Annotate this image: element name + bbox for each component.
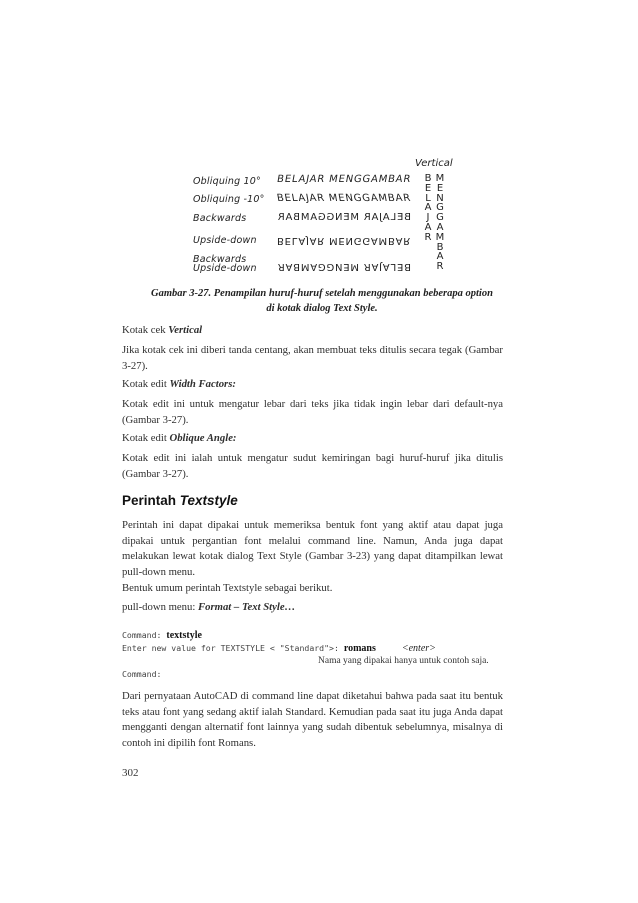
- vertical-letter: A: [424, 202, 432, 214]
- oblique-section-body: Kotak edit ini ialah untuk mengatur sudut kemiringan bagi huruf-huruf jika ditulis (Gambar 3-27).: [122, 452, 503, 480]
- vertical-section-title: Kotak cek Vertical: [122, 324, 203, 336]
- figure-sample-backwards-upside-down: BELAJAR MENGGAMBAR: [277, 261, 412, 272]
- intro-paragraph: Perintah ini dapat dipakai untuk memeriksa bentuk font yang aktif atau dapat juga dipakai untuk pergantian font melalui command line. Namun, Anda juga dapat melakukan lewat kotak dialog Text Style (Gambar 3-23) yang dapat ditampilkan lewat pull-down menu.: [122, 519, 503, 578]
- command-input-textstyle: textstyle: [166, 630, 202, 641]
- figure-sample-obliquing-minus10: BELAJAR MENGGAMBAR: [276, 193, 412, 204]
- vertical-section-body: Jika kotak cek ini diberi tanda centang, akan membuat teks ditulis secara tegak (Gambar 3-27).: [122, 344, 503, 372]
- command-line-1: Command: textstyle: [122, 630, 202, 641]
- vertical-letter: B: [436, 241, 444, 253]
- vertical-letter: E: [424, 182, 432, 194]
- figure-sample-backwards: BELAJAR MENGGAMBAR: [277, 212, 412, 223]
- figure-caption: [122, 286, 522, 316]
- vertical-letter: B: [424, 173, 432, 184]
- vertical-letter: R: [424, 231, 432, 243]
- vertical-letter: N: [436, 192, 444, 204]
- figure-text-styles: [185, 155, 465, 280]
- figure-label-obliquing-10: Obliquing 10°: [193, 176, 261, 187]
- vertical-letter: M: [435, 231, 445, 243]
- vertical-letter: L: [425, 192, 431, 204]
- heading-command-name: Textstyle: [179, 493, 238, 508]
- vertical-letter: G: [436, 212, 444, 224]
- figure-caption-line-2: di kotak dialog Text Style.: [266, 303, 378, 314]
- section-heading: Perintah Textstyle: [122, 493, 238, 508]
- figure-label-backwards: Backwards: [193, 213, 247, 224]
- figure-vertical-column-1: [423, 174, 433, 243]
- menu-path: Format – Text Style…: [198, 601, 296, 613]
- figure-vertical-label: Vertical: [415, 158, 453, 169]
- vertical-letter: M: [435, 173, 445, 184]
- oblique-term: Oblique Angle:: [169, 432, 237, 444]
- figure-label-upside-down: Upside-down: [193, 235, 257, 246]
- page-number: 302: [122, 767, 139, 779]
- vertical-term: Vertical: [168, 324, 203, 336]
- command-input-romans: romans: [343, 643, 376, 654]
- vertical-letter: G: [436, 202, 444, 214]
- command-line-2: Enter new value for TEXTSTYLE < "Standard">: romans <enter>: [122, 643, 436, 654]
- closing-paragraph: Dari pernyataan AutoCAD di command line dapat diketahui bahwa pada saat itu bentuk teks atau font yang sedang aktif ialah Standard. Kemudian pada saat itu juga Anda dapat mengganti dengan alternatif font lainnya yang sudah dibentuk sebelumnya, misalnya di contoh ini dipilih font Romans.: [122, 690, 503, 749]
- figure-label-obliquing-minus10: Obliquing -10°: [193, 194, 265, 205]
- command-line-3: Command:: [122, 669, 162, 679]
- command-note: Nama yang dipakai hanya untuk contoh saja.: [318, 656, 489, 666]
- width-section-title: Kotak edit Width Factors:: [122, 378, 236, 390]
- vertical-letter: A: [424, 221, 432, 233]
- figure-label-upside-down-combo: Upside-down: [193, 263, 257, 274]
- general-form-text: Bentuk umum perintah Textstyle sebagai berikut.: [122, 582, 333, 594]
- figure-vertical-column-2: [435, 174, 445, 272]
- vertical-letter: A: [436, 221, 444, 233]
- width-term: Width Factors:: [169, 378, 236, 390]
- figure-sample-obliquing-10: BELAJAR MENGGAMBAR: [276, 174, 412, 185]
- vertical-letter: R: [436, 261, 444, 273]
- figure-sample-upside-down: BELAJAR MENGGAMBAR: [277, 235, 412, 246]
- width-section-body: Kotak edit ini untuk mengatur lebar dari teks jika tidak ingin lebar dari default-nya (Gambar 3-27).: [122, 398, 503, 426]
- vertical-letter: E: [436, 182, 444, 194]
- vertical-letter: A: [436, 251, 444, 263]
- figure-caption-line-1: Gambar 3-27. Penampilan huruf-huruf setelah menggunakan beberapa option: [151, 288, 493, 299]
- enter-key-note: <enter>: [401, 643, 436, 654]
- pulldown-menu-path: pull-down menu: Format – Text Style…: [122, 601, 296, 613]
- oblique-section-title: Kotak edit Oblique Angle:: [122, 432, 237, 444]
- figure-label-backwards-combo: Backwards: [193, 254, 247, 265]
- vertical-letter: J: [426, 212, 430, 224]
